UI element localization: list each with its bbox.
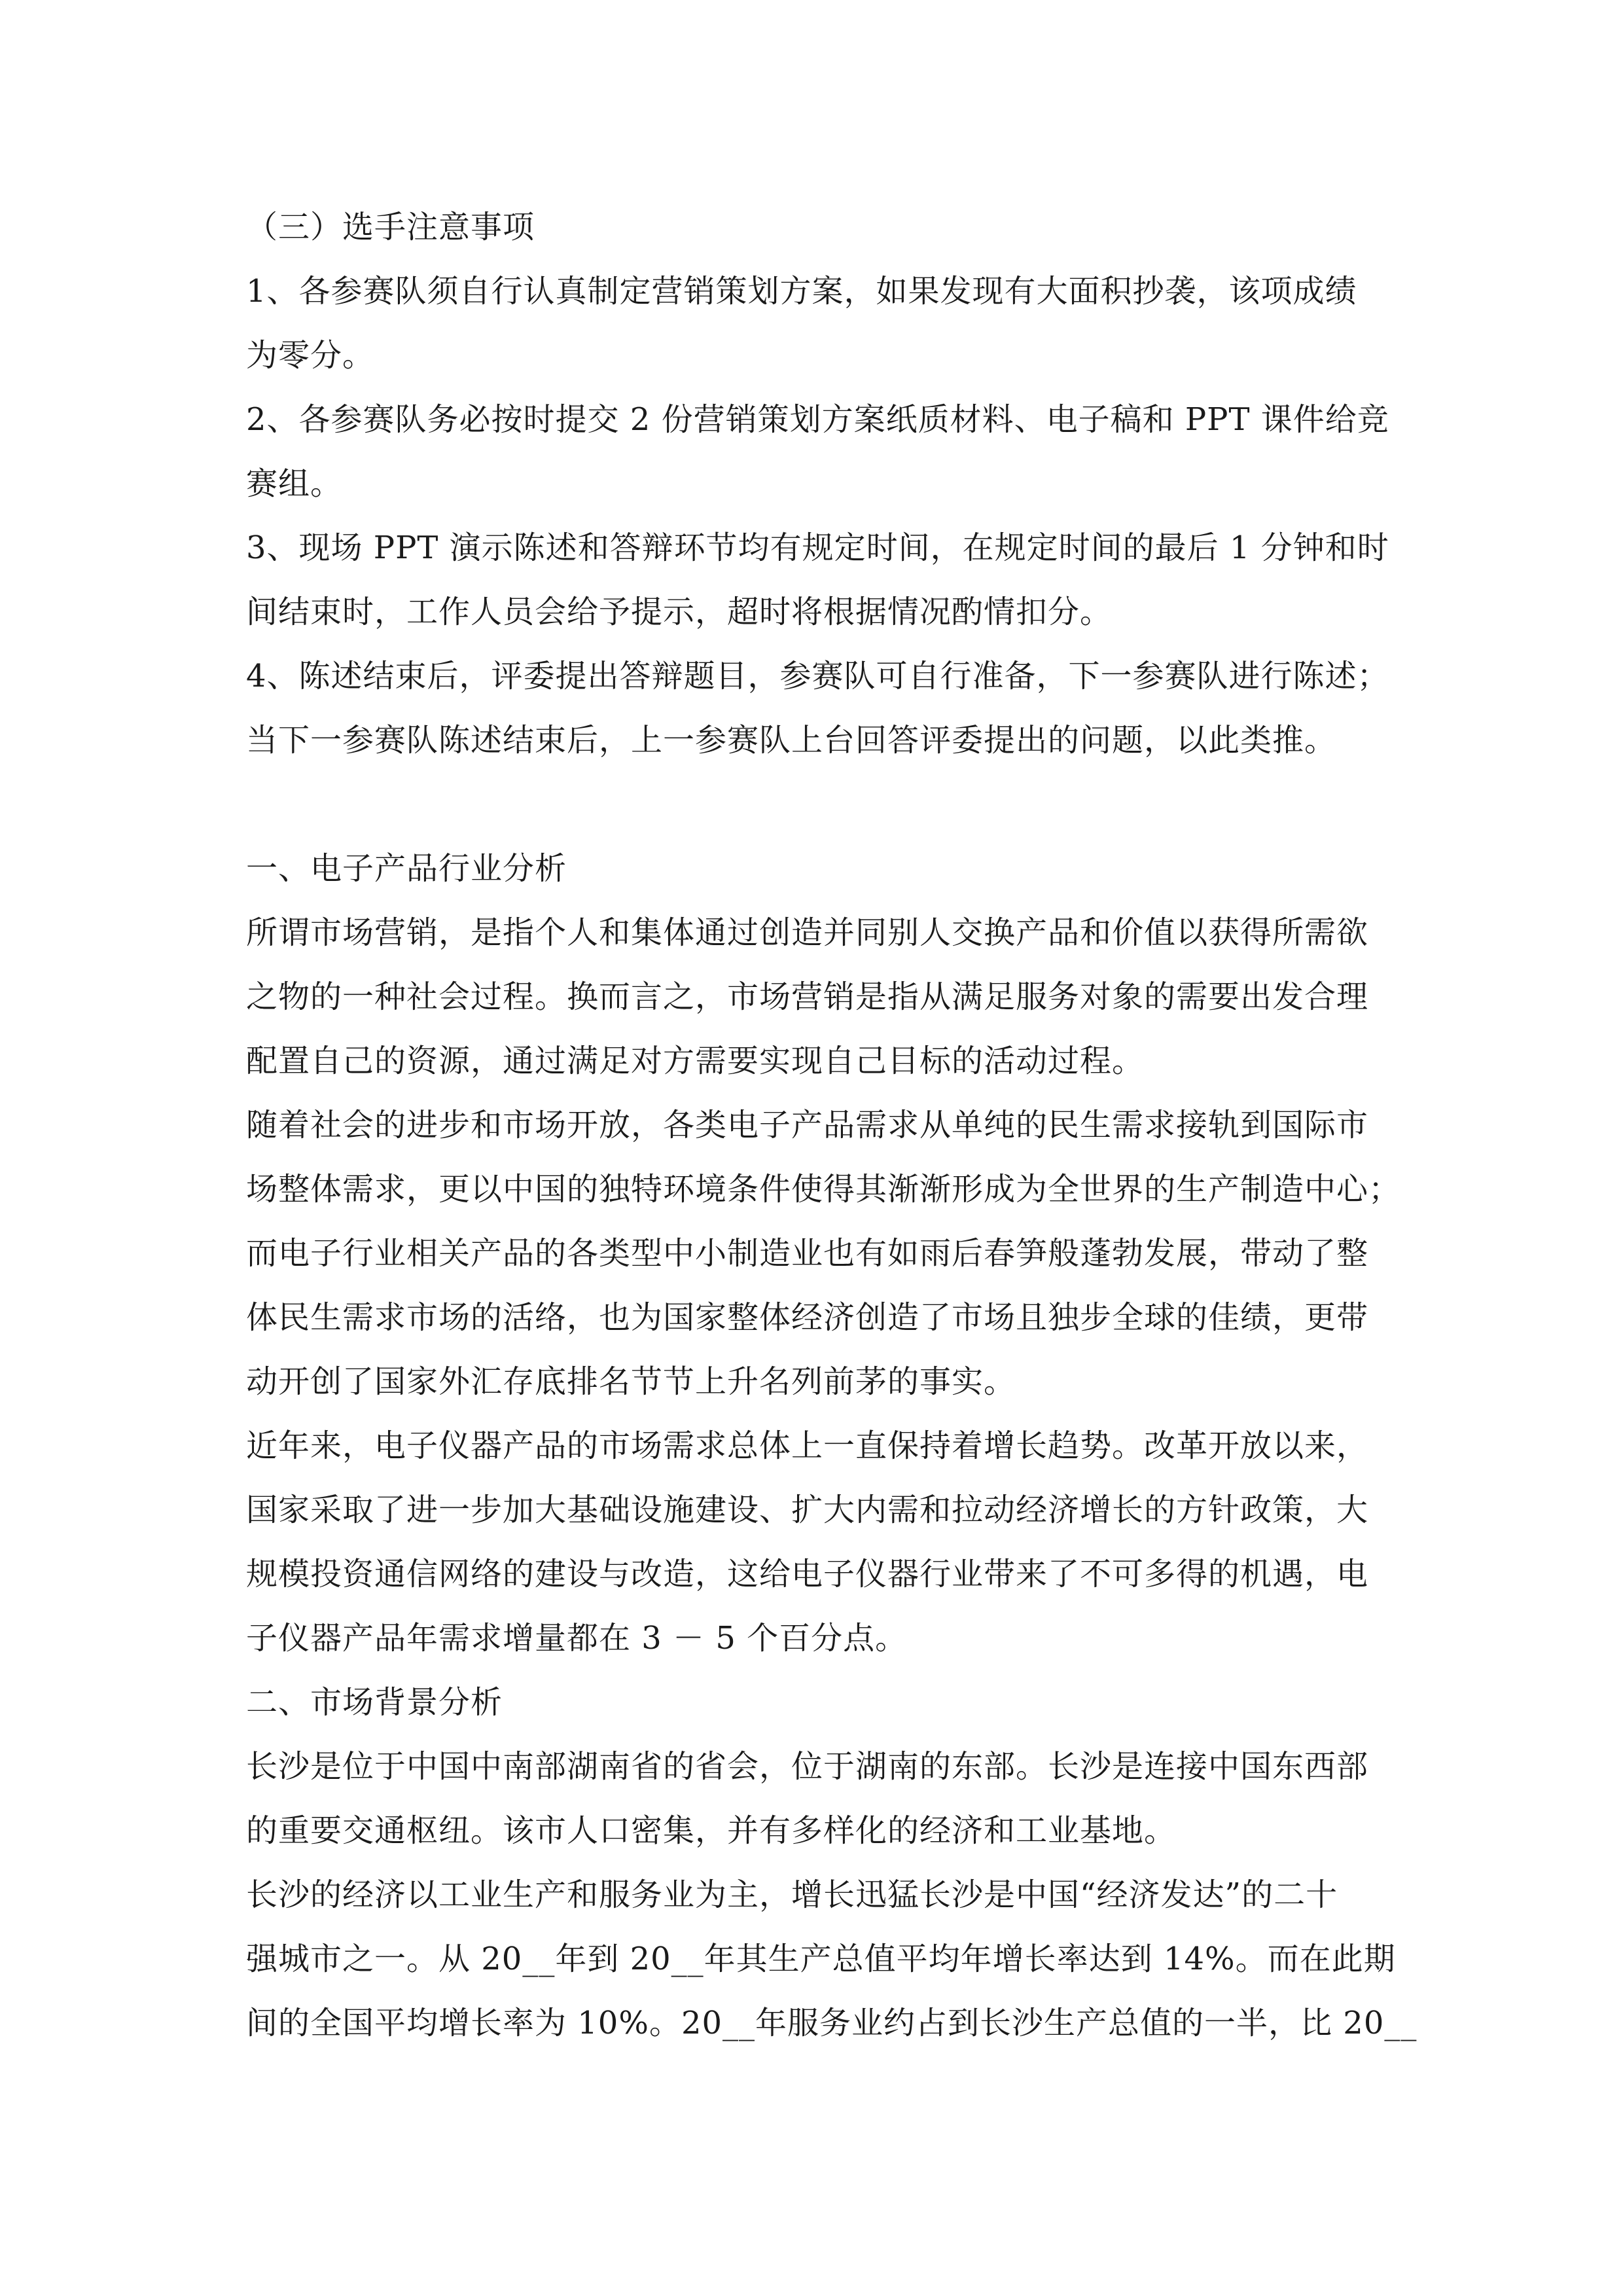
paragraph-line: 之物的一种社会过程。换而言之，市场营销是指从满足服务对象的需要出发合理	[246, 978, 1369, 1015]
paragraph-line: 而电子行业相关产品的各类型中小制造业也有如雨后春笋般蓬勃发展，带动了整	[246, 1235, 1369, 1272]
paragraph-line: 强城市之一。从 20__年到 20__年其生产总值平均年增长率达到 14%。而在此期	[246, 1941, 1396, 1977]
blank-line	[246, 772, 1378, 836]
paragraph-line: 场整体需求，更以中国的独特环境条件使得其渐渐形成为全世界的生产制造中心；	[246, 1171, 1401, 1208]
paragraph-line: 间结束时，工作人员会给予提示，超时将根据情况酌情扣分。	[246, 594, 1113, 630]
paragraph-line: 随着社会的进步和市场开放，各类电子产品需求从单纯的民生需求接轨到国际市	[246, 1107, 1369, 1143]
paragraph-line: 1、各参赛队须自行认真制定营销策划方案，如果发现有大面积抄袭，该项成绩	[246, 273, 1357, 310]
paragraph-line: 赛组。	[246, 465, 343, 502]
paragraph-line: 2、各参赛队务必按时提交 2 份营销策划方案纸质材料、电子稿和 PPT 课件给竞	[246, 401, 1389, 438]
paragraph-line: 规模投资通信网络的建设与改造，这给电子仪器行业带来了不可多得的机遇，电	[246, 1556, 1369, 1592]
paragraph-line: 体民生需求市场的活络，也为国家整体经济创造了市场且独步全球的佳绩，更带	[246, 1299, 1369, 1336]
paragraph-line: 为零分。	[246, 337, 375, 374]
paragraph-line: 间的全国平均增长率为 10%。20__年服务业约占到长沙生产总值的一半，比 20__	[246, 2005, 1418, 2041]
paragraph-line: 长沙是位于中国中南部湖南省的省会，位于湖南的东部。长沙是连接中国东西部	[246, 1748, 1369, 1785]
document-body	[246, 195, 1418, 2055]
paragraph-line: 3、现场 PPT 演示陈述和答辩环节均有规定时间，在规定时间的最后 1 分钟和时	[246, 529, 1389, 566]
paragraph-line: 国家采取了进一步加大基础设施建设、扩大内需和拉动经济增长的方针政策，大	[246, 1492, 1369, 1528]
paragraph-line: 长沙的经济以工业生产和服务业为主，增长迅猛长沙是中国“经济发达”的二十	[246, 1876, 1338, 1913]
paragraph-line: 配置自己的资源，通过满足对方需要实现自己目标的活动过程。	[246, 1043, 1145, 1079]
paragraph-line: 4、陈述结束后，评委提出答辩题目，参赛队可自行准备，下一参赛队进行陈述；	[246, 658, 1389, 694]
paragraph-line: 子仪器产品年需求增量都在 3 － 5 个百分点。	[246, 1620, 908, 1657]
section-heading-market: 二、市场背景分析	[246, 1684, 503, 1721]
section-heading-industry: 一、电子产品行业分析	[246, 850, 567, 887]
paragraph-line: 动开创了国家外汇存底排名节节上升名列前茅的事实。	[246, 1363, 1016, 1400]
paragraph-line: 所谓市场营销，是指个人和集体通过创造并同别人交换产品和价值以获得所需欲	[246, 914, 1369, 951]
paragraph-line: 的重要交通枢纽。该市人口密集，并有多样化的经济和工业基地。	[246, 1812, 1177, 1849]
paragraph-line: 近年来，电子仪器产品的市场需求总体上一直保持着增长趋势。改革开放以来，	[246, 1427, 1369, 1464]
paragraph-line: 当下一参赛队陈述结束后，上一参赛队上台回答评委提出的问题，以此类推。	[246, 722, 1337, 759]
section-heading-notice: （三）选手注意事项	[246, 209, 535, 245]
